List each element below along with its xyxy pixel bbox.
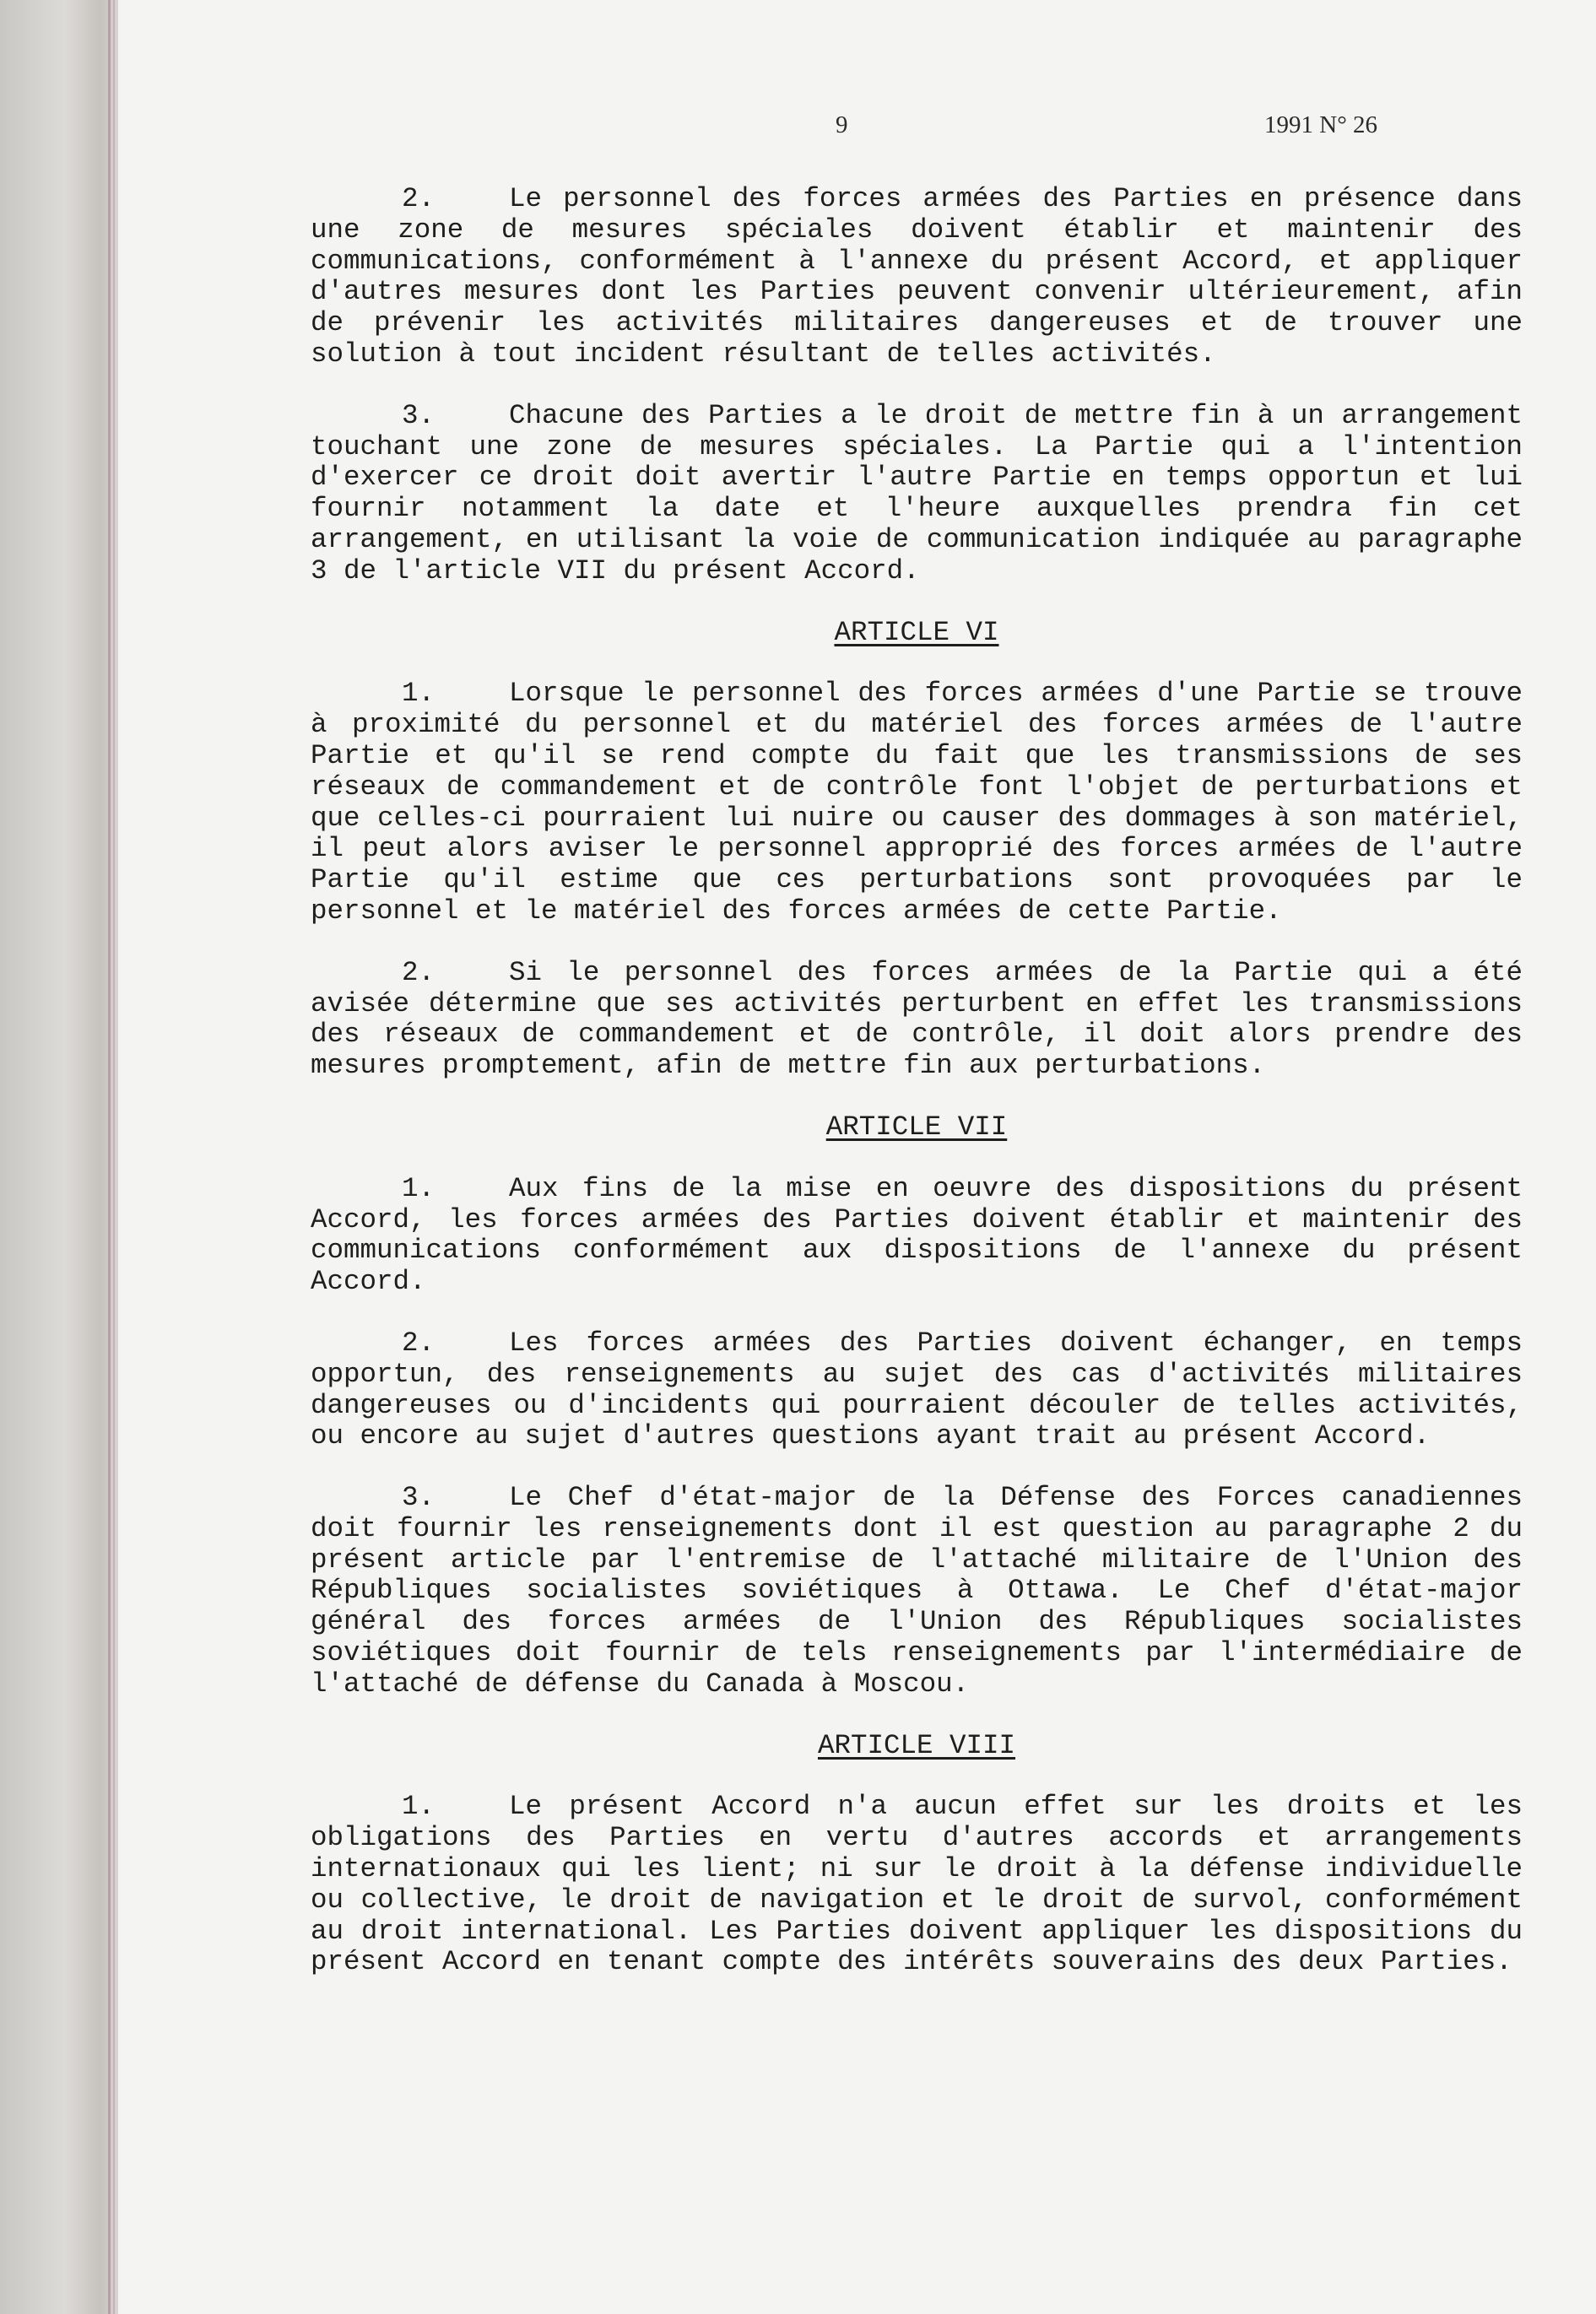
article-7-paragraph-3 [311,1483,1523,1700]
article-6-paragraph-1 [311,679,1523,927]
document-reference: 1991 N° 26 [1264,111,1378,138]
article-8-heading: ARTICLE VIII [817,1729,1016,1761]
paragraph-text: Aux fins de la mise en oeuvre des dispositions du présent Accord, les forces armées des Parties doivent établir et maintenir des communications conformément aux dispositions de l'annexe du présent Accord. [311,1172,1523,1298]
paragraph-text: Le Chef d'état-major de la Défense des Forces canadiennes doit fournir les renseignements dont il est question au paragraphe 2 du présent article par l'entremise de l'attaché militaire de l'Union des Républiques socialistes soviétiques à Ottawa. Le Chef d'état-major général des forces armées de l'Union des Républiques socialistes soviétiques doit fournir de tels renseignements par l'intermédiaire de l'attaché de défense du Canada à Moscou. [311,1482,1523,1700]
paragraph-number: 2. [402,1327,436,1359]
spine-edge-line-inner [113,0,115,2314]
paragraph-text: Lorsque le personnel des forces armées d'une Partie se trouve à proximité du personnel et du matériel des forces armées de l'autre Partie et qu'il se rend compte du fait que les transmissions de ses réseaux de commandement et de contrôle font l'objet de perturbations et que celles-ci pourraient lui nuire ou causer des dommages à son matériel, il peut alors aviser le personnel approprié des forces armées de l'autre Partie qu'il estime que ces perturbations sont provoquées par le personnel et le matériel des forces armées de cette Partie. [311,678,1523,927]
page-header [118,111,1596,145]
paragraph-number: 3. [402,399,436,431]
article-7-paragraph-1 [311,1174,1523,1298]
paragraph-text: Les forces armées des Parties doivent échanger, en temps opportun, des renseignements au sujet des cas d'activités militaires dangereuses ou d'incidents qui pourraient découler de telles activités, ou encore au sujet d'autres questions ayant trait au présent Accord. [311,1327,1523,1452]
paragraph-number: 2. [402,956,436,988]
article-7-heading: ARTICLE VII [825,1111,1008,1143]
paragraph-text: Si le personnel des forces armées de la Partie qui a été avisée détermine que ses activités perturbent en effet les transmissions des réseaux de commandement et de contrôle, il doit alors prendre des mesures promptement, afin de mettre fin aux perturbations. [311,956,1523,1082]
paragraph-number: 1. [402,678,436,710]
article-5-paragraph-3 [311,401,1523,587]
spine-edge-line [108,0,111,2314]
paragraph-number: 1. [402,1172,436,1204]
book-spine [0,0,118,2314]
article-8-paragraph-1 [311,1792,1523,1978]
paragraph-text: Chacune des Parties a le droit de mettre fin à un arrangement touchant une zone de mesures spéciales. La Partie qui a l'intention d'exercer ce droit doit avertir l'autre Partie en temps opportun et lui fournir notamment la date et l'heure auxquelles prendra fin cet arrangement, en utilisant la voie de communication indiquée au paragraphe 3 de l'article VII du présent Accord. [311,399,1523,587]
paragraph-number: 2. [402,183,436,214]
paragraph-number: 3. [402,1482,436,1514]
page-number: 9 [836,111,848,138]
article-5-paragraph-2 [311,184,1523,370]
paragraph-text: Le personnel des forces armées des Parties en présence dans une zone de mesures spéciales doivent établir et maintenir des communications, conformément à l'annexe du présent Accord, et appliquer d'autres mesures dont les Parties peuvent convenir ultérieurement, afin de prévenir les activités militaires dangereuses et de trouver une solution à tout incident résultant de telles activités. [311,183,1523,370]
article-6-heading: ARTICLE VI [834,616,999,648]
document-page [118,0,1596,2314]
article-6-paragraph-2 [311,958,1523,1082]
paragraph-number: 1. [402,1791,436,1823]
paragraph-text: Le présent Accord n'a aucun effet sur les droits et les obligations des Parties en vertu d'autres accords et arrangements internationaux qui les lient; ni sur le droit à la défense individuelle ou collective, le droit de navigation et le droit de survol, conformément au droit international. Les Parties doivent appliquer les dispositions du présent Accord en tenant compte des intérêts souverains des deux Parties. [311,1791,1523,1978]
document-body [311,184,1523,2009]
article-7-paragraph-2 [311,1328,1523,1452]
